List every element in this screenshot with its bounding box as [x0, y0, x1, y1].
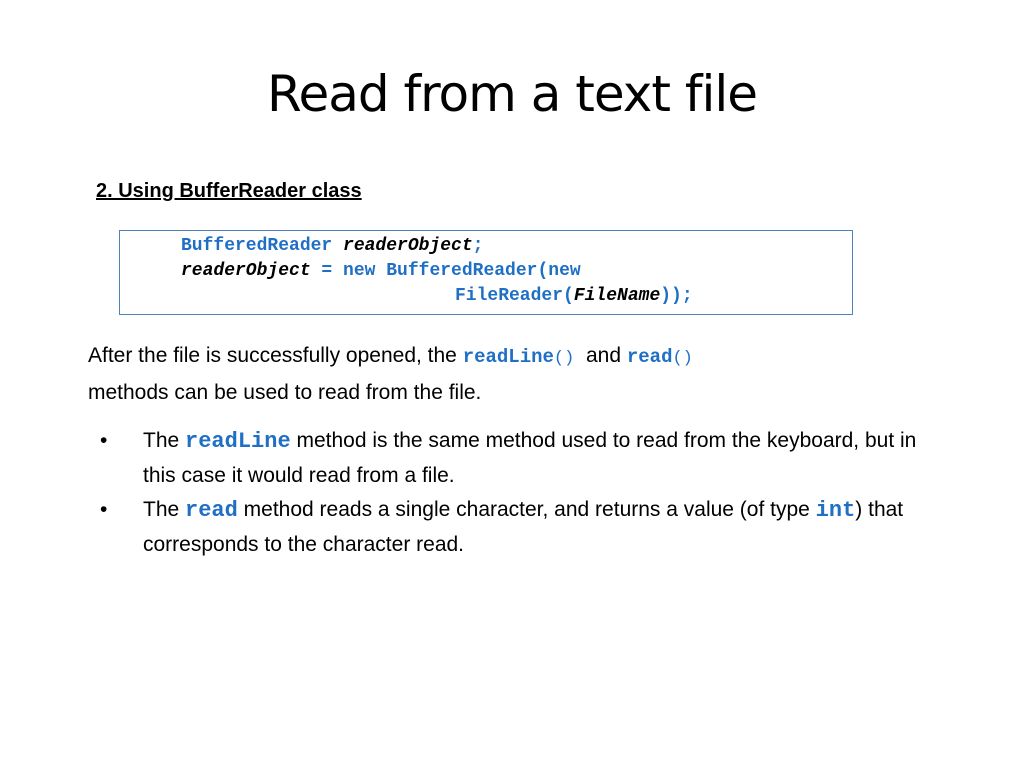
slide-title: Read from a text file	[266, 65, 758, 123]
code-assignment: = new BufferedReader(new	[310, 261, 581, 281]
bullet-list	[100, 424, 920, 562]
paragraph-text: After the file is successfully opened, the	[88, 344, 463, 367]
code-line-2	[181, 259, 581, 284]
code-filereader: FileReader(	[455, 286, 574, 306]
list-item	[100, 424, 920, 493]
keyword-read: read	[626, 346, 673, 368]
section-subtitle: 2. Using BufferReader class	[96, 180, 362, 202]
keyword-parens: ()	[672, 349, 693, 368]
bullet-icon: •	[100, 498, 108, 521]
code-variable: readerObject	[343, 236, 473, 256]
bullet-text: method reads a single character, and returns a value (of type	[237, 498, 816, 521]
bullet-icon: •	[100, 429, 108, 452]
code-line-1	[181, 234, 483, 259]
keyword-readline: readLine	[185, 429, 291, 454]
keyword-parens: ()	[553, 349, 575, 368]
code-variable: readerObject	[181, 261, 311, 281]
intro-paragraph	[88, 339, 918, 410]
code-line-3	[455, 284, 693, 309]
paragraph-text: methods can be used to read from the file.	[88, 381, 482, 404]
code-class-name: BufferedReader	[181, 236, 344, 256]
keyword-int: int	[815, 498, 856, 523]
list-item	[100, 493, 920, 562]
keyword-readline: readLine	[462, 346, 554, 368]
bullet-text: The	[143, 498, 186, 521]
bullet-text: ) that corresponds to the character read.	[143, 498, 904, 556]
code-filename-arg: FileName	[573, 286, 661, 306]
bullet-text: method is the same method used to read from the keyboard, but in this case it would read from a file.	[143, 429, 917, 487]
code-semicolon: ;	[472, 236, 484, 256]
keyword-read: read	[185, 498, 238, 523]
paragraph-text: and	[574, 344, 627, 367]
code-closing: ));	[660, 286, 693, 306]
bullet-text: The	[143, 429, 186, 452]
